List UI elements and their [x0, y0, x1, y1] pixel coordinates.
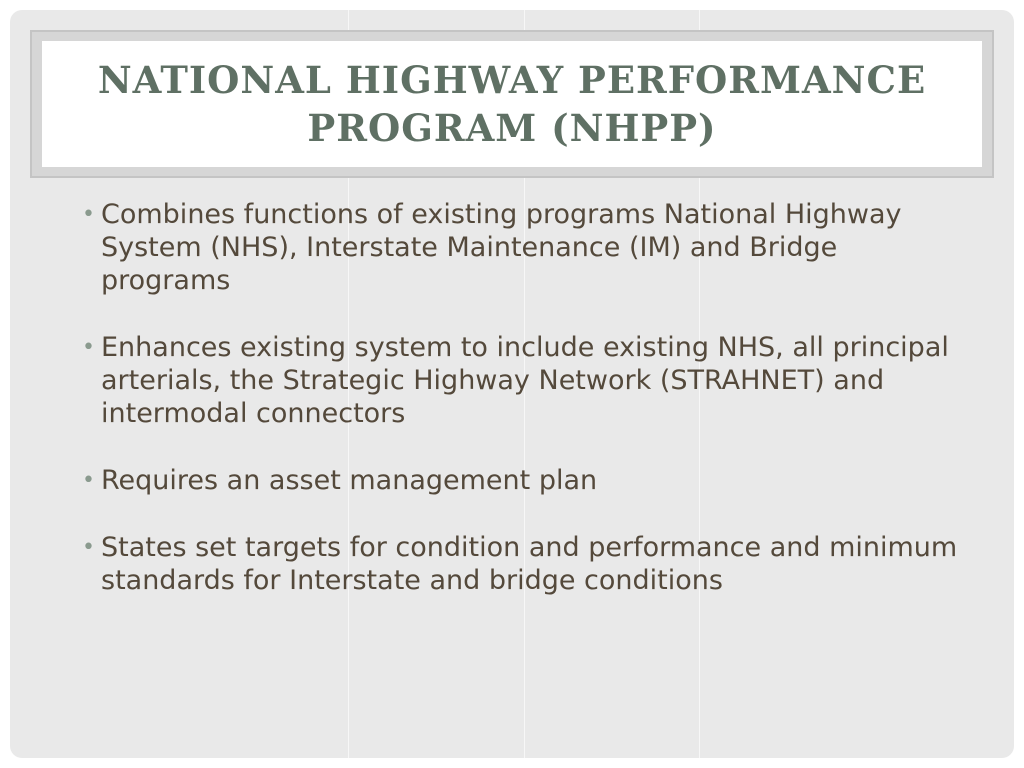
- bullet-text: States set targets for condition and performance and minimum standards for Interstate and bridge conditions: [101, 532, 958, 596]
- slide-title: NATIONAL HIGHWAY PERFORMANCE PROGRAM (NHPP): [97, 58, 927, 150]
- bullet-marker: •: [82, 535, 95, 560]
- title-box: [42, 41, 982, 167]
- bullet-list: [82, 198, 962, 631]
- bullet-item: [82, 531, 962, 597]
- bullet-item: [82, 198, 962, 297]
- bullet-text: Requires an asset management plan: [101, 465, 598, 496]
- bullet-marker: •: [82, 335, 95, 360]
- bullet-marker: •: [82, 468, 95, 493]
- slide: [10, 10, 1014, 758]
- bullet-marker: •: [82, 202, 95, 227]
- title-frame: [30, 30, 994, 178]
- bullet-text: Enhances existing system to include existing NHS, all principal arterials, the Strategic Highway Network (STRAHNET) and intermodal connectors: [101, 332, 949, 429]
- bullet-item: [82, 464, 962, 497]
- bullet-text: Combines functions of existing programs National Highway System (NHS), Interstate Maintenance (IM) and Bridge programs: [101, 199, 902, 296]
- bullet-item: [82, 331, 962, 430]
